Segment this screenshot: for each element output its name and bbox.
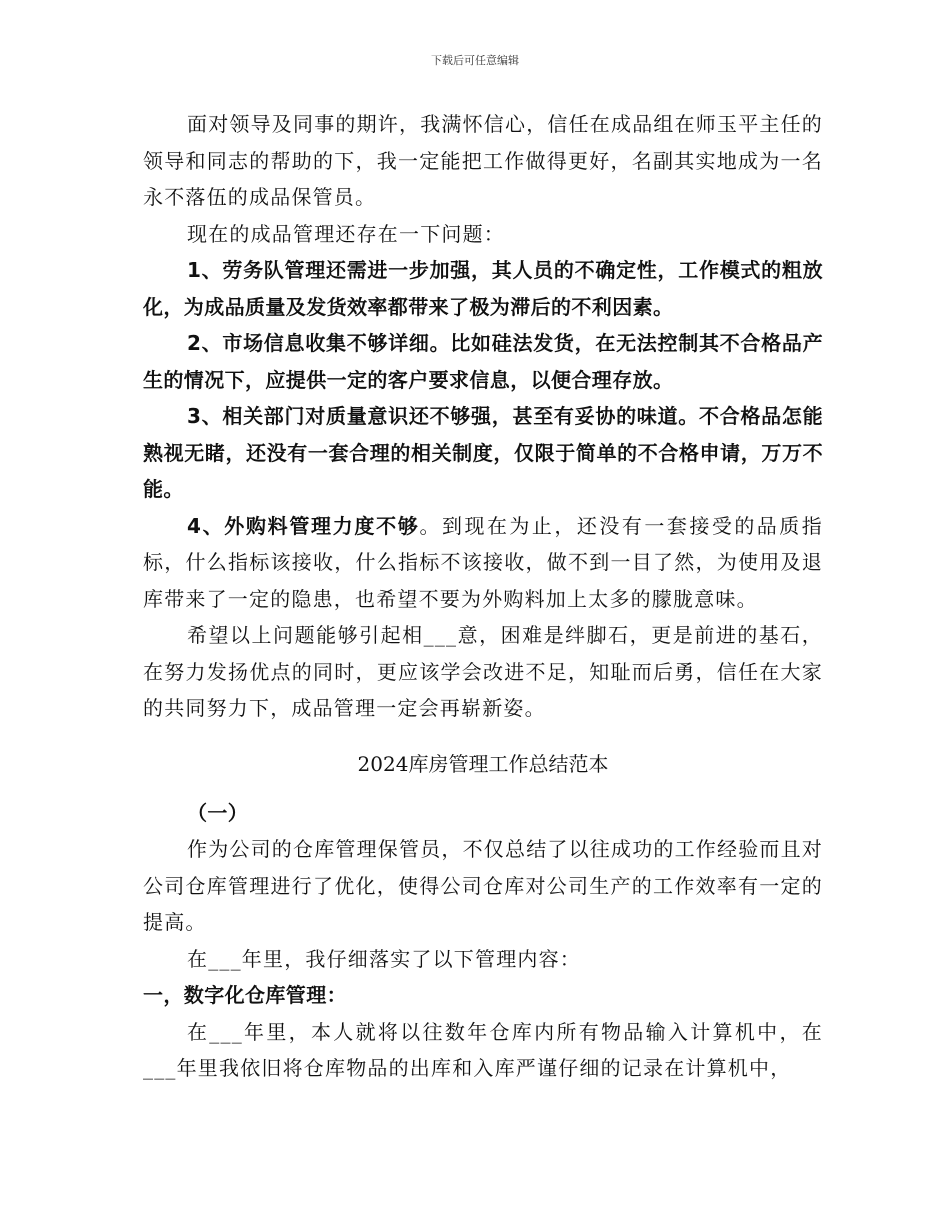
paragraph-role: 作为公司的仓库管理保管员，不仅总结了以往成功的工作经验而且对公司仓库管理进行了优化，使得公司仓库对公司生产的工作效率有一定的提高。 xyxy=(143,837,823,934)
paragraph-digital-records: 在___年里，本人就将以往数年仓库内所有物品输入计算机中，在___年里我依旧将仓库物品的出库和入库严谨仔细的记录在计算机中， xyxy=(143,1019,823,1080)
issue-item-1: 1、劳务队管理还需进一步加强，其人员的不确定性，工作模式的粗放化，为成品质量及发货效率都带来了极为滞后的不利因素。 xyxy=(143,258,823,319)
heading-digital-warehouse: 一，数字化仓库管理： xyxy=(143,983,347,1007)
paragraph-issues-intro: 现在的成品管理还存在一下问题： xyxy=(187,221,505,246)
page-header: 下载后可任意编辑 xyxy=(431,54,519,67)
issue-item-3: 3、相关部门对质量意识还不够强，甚至有妥协的味道。不合格品怎能熟视无睹，还没有一套合理的相关制度，仅限于简单的不合格申请，万万不能。 xyxy=(143,404,823,501)
issue-item-4-rest: 。到现在为止，还没有一套接受的品质指标，什么指标该接收，什么指标不该接收，做不到一目了然，为使用及退库带来了一定的隐患，也希望不要为外购料加上太多的朦胧意味。 xyxy=(143,513,823,611)
paragraph-conclusion: 希望以上问题能够引起相___意，困难是绊脚石，更是前进的基石，在努力发扬优点的同时，更应该学会改进不足，知耻而后勇，信任在大家的共同努力下，成品管理一定会再崭新姿。 xyxy=(143,623,823,720)
issue-item-2: 2、市场信息收集不够详细。比如硅法发货，在无法控制其不合格品产生的情况下，应提供一定的客户要求信息，以便合理存放。 xyxy=(143,331,823,392)
paragraph-year-intro: 在___年里，我仔细落实了以下管理内容： xyxy=(187,946,581,971)
issue-item-4 xyxy=(143,508,823,618)
document-body xyxy=(143,106,823,1087)
section-title: 2024库房管理工作总结范本 xyxy=(357,751,609,776)
issue-item-4-bold: 4、外购料管理力度不够 xyxy=(187,513,420,538)
subsection-marker: （一） xyxy=(187,800,249,825)
paragraph-expectation: 面对领导及同事的期许，我满怀信心，信任在成品组在师玉平主任的领导和同志的帮助的下，我一定能把工作做得更好，名副其实地成为一名永不落伍的成品保管员。 xyxy=(143,112,823,209)
